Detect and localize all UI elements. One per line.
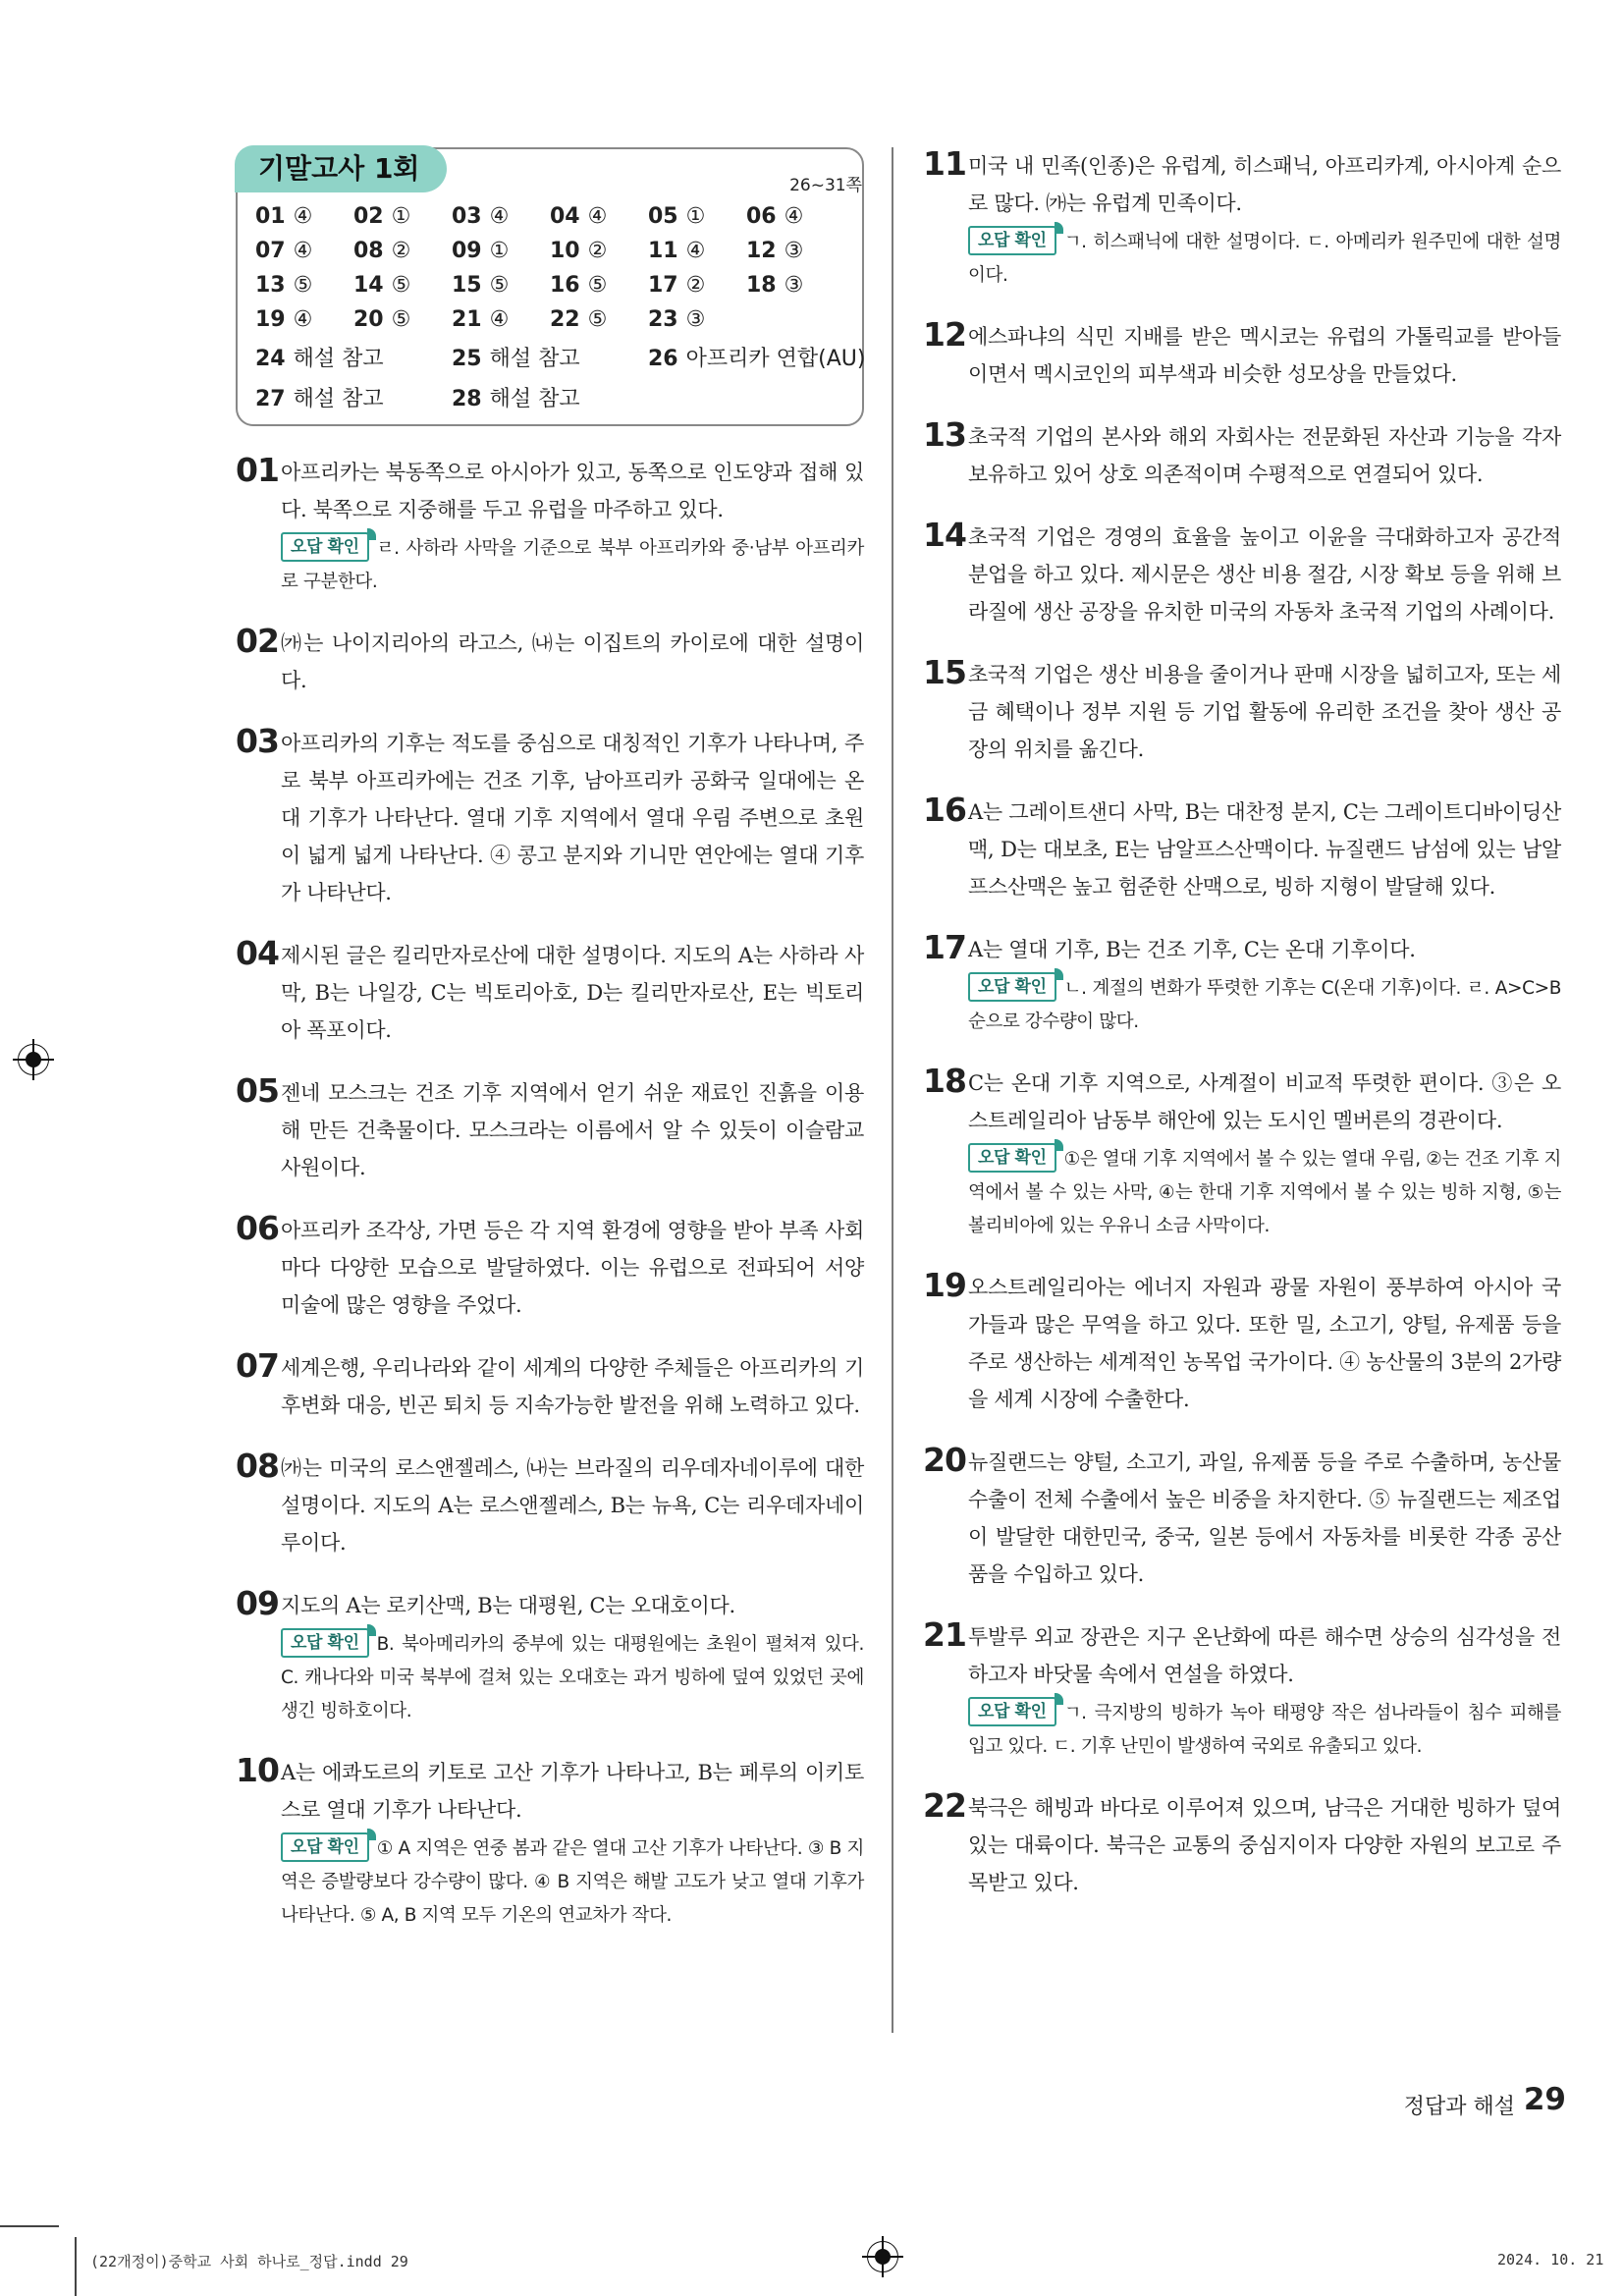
question-number: 01	[236, 451, 279, 489]
answer-text: 해설 참고	[293, 387, 384, 411]
question-number: 12	[923, 315, 966, 354]
explanation-text: 아프리카의 기후는 적도를 중심으로 대칭적인 기후가 나타나며, 주로 북부 아프리카에는 건조 기후, 남아프리카 공화국 일대에는 온대 기후가 나타난다. 열대 기후 지역에서 열대 우림 주변으로 초원이 넓게 넓게 나타난다. ④ 콩고 분지와 기니만 연안에는 열대 기후가 나타난다.	[281, 732, 864, 904]
column-divider	[892, 147, 893, 2033]
left-column	[236, 147, 864, 1958]
question-number: 14	[923, 516, 966, 554]
explanation-text: 젠네 모스크는 건조 기후 지역에서 얻기 쉬운 재료인 진흙을 이용해 만든 건축물이다. 모스크라는 이름에서 알 수 있듯이 이슬람교 사원이다.	[281, 1081, 864, 1179]
question-number: 05	[236, 1071, 279, 1110]
answer-cell	[255, 382, 452, 412]
question-body	[281, 1754, 864, 1933]
answer-cell	[353, 273, 452, 298]
question-item	[236, 1346, 864, 1424]
question-item	[236, 1751, 864, 1933]
answer-number: 20	[353, 307, 384, 332]
question-item	[923, 1615, 1561, 1764]
explanation-text: 뉴질랜드는 양털, 소고기, 과일, 유제품 등을 주로 수출하며, 농산물 수출이 전체 수출에서 높은 비중을 차지한다. ⑤ 뉴질랜드는 제조업이 발달한 대한민국, 중국, 일본 등에서 자동차를 비롯한 각종 공산품을 수입하고 있다.	[968, 1450, 1561, 1586]
question-body	[281, 1212, 864, 1324]
answer-cell	[255, 204, 353, 229]
answer-number: 07	[255, 239, 286, 263]
answer-choice: ⑤	[587, 307, 608, 332]
answer-cell	[452, 342, 648, 372]
slug-date: 2024. 10. 21	[1497, 2251, 1604, 2269]
answer-cell	[255, 273, 353, 298]
question-item	[236, 1209, 864, 1324]
answer-text: 해설 참고	[489, 387, 580, 411]
explanation-text: 미국 내 민족(인종)은 유럽계, 히스패닉, 아프리카계, 아시아계 순으로 많다. ㈎는 유럽계 민족이다.	[968, 154, 1561, 215]
wrong-answer-text: ① A 지역은 연중 봄과 같은 열대 고산 기후가 나타난다. ③ B 지역은 증발량보다 강수량이 많다. ④ B 지역은 해발 고도가 낮고 열대 기후가 나타난다. ⑤ A, B 지역 모두 기온의 연교차가 작다.	[281, 1838, 864, 1926]
answer-number: 23	[648, 307, 678, 332]
explanation-text: ㈎는 나이지리아의 라고스, ㈏는 이집트의 카이로에 대한 설명이다.	[281, 631, 864, 692]
question-item	[923, 1062, 1561, 1243]
question-body	[281, 725, 864, 911]
answer-choice: ④	[293, 204, 313, 229]
answer-number: 27	[255, 387, 286, 411]
question-item	[236, 451, 864, 599]
answer-choice: ①	[685, 204, 706, 229]
question-body	[968, 519, 1561, 630]
wrong-answer-note	[968, 972, 1561, 1039]
crop-mark	[75, 2237, 77, 2296]
answer-choice: ②	[587, 239, 608, 263]
answer-number: 14	[353, 273, 384, 298]
answer-choice: ③	[685, 307, 706, 332]
answer-text: 해설 참고	[293, 347, 384, 371]
explanation-text: A는 열대 기후, B는 건조 기후, C는 온대 기후이다.	[968, 938, 1416, 961]
wrong-answer-tag: 오답 확인	[968, 226, 1056, 255]
answer-cell	[452, 239, 550, 263]
question-item	[236, 934, 864, 1049]
question-item	[236, 622, 864, 699]
question-number: 17	[923, 928, 966, 966]
question-item	[923, 1786, 1561, 1901]
answer-choice: ④	[685, 239, 706, 263]
answer-cell	[550, 307, 648, 332]
answer-choice: ②	[391, 239, 411, 263]
explanation-text: 에스파냐의 식민 지배를 받은 멕시코는 유럽의 가톨릭교를 받아들이면서 멕시코인의 피부색과 비슷한 성모상을 만들었다.	[968, 325, 1561, 386]
question-item	[923, 793, 1561, 905]
wrong-answer-text: ㄹ. 사하라 사막을 기준으로 북부 아프리카와 중·남부 아프리카로 구분한다.	[281, 538, 864, 592]
answer-cell	[452, 273, 550, 298]
answer-cell	[746, 204, 844, 229]
explanation-text: 초국적 기업의 본사와 해외 자회사는 전문화된 자산과 기능을 각자 보유하고 있어 상호 의존적이며 수평적으로 연결되어 있다.	[968, 425, 1561, 486]
wrong-answer-note	[281, 532, 864, 599]
answer-number: 09	[452, 239, 482, 263]
answer-number: 21	[452, 307, 482, 332]
answer-choice: ④	[489, 307, 510, 332]
answer-cell	[550, 239, 648, 263]
answer-number: 06	[746, 204, 777, 229]
answer-choice: ③	[784, 273, 804, 298]
question-body	[968, 793, 1561, 905]
question-number: 03	[236, 722, 279, 760]
answer-number: 11	[648, 239, 678, 263]
wrong-answer-note	[281, 1832, 864, 1933]
answer-number: 04	[550, 204, 580, 229]
answer-cell	[452, 382, 648, 412]
question-item	[236, 1584, 864, 1728]
answer-number: 26	[648, 347, 678, 371]
wrong-answer-tag: 오답 확인	[281, 532, 369, 562]
answer-number: 02	[353, 204, 384, 229]
question-body	[281, 625, 864, 699]
explanation-text: A는 에콰도르의 키토로 고산 기후가 나타나고, B는 페루의 이키토스로 열대 기후가 나타난다.	[281, 1761, 864, 1822]
question-number: 18	[923, 1062, 966, 1100]
answer-choice: ④	[293, 307, 313, 332]
answer-cell	[353, 239, 452, 263]
explanation-text: 지도의 A는 로키산맥, B는 대평원, C는 오대호이다.	[281, 1594, 735, 1617]
answer-choice: ①	[391, 204, 411, 229]
answer-number: 24	[255, 347, 286, 371]
page-number: 29	[1523, 2082, 1566, 2117]
answer-number: 15	[452, 273, 482, 298]
question-number: 11	[923, 144, 966, 183]
answer-number: 05	[648, 204, 678, 229]
answer-choice: ①	[489, 239, 510, 263]
question-body	[968, 1444, 1561, 1593]
question-number: 15	[923, 653, 966, 691]
wrong-answer-tag: 오답 확인	[968, 972, 1056, 1002]
answer-cell	[746, 273, 844, 298]
answer-cell	[550, 204, 648, 229]
answer-number: 01	[255, 204, 286, 229]
answer-choice: ④	[489, 204, 510, 229]
question-body	[281, 1449, 864, 1561]
question-body	[281, 1074, 864, 1186]
question-item	[923, 1441, 1561, 1593]
answer-number: 03	[452, 204, 482, 229]
question-item	[923, 1266, 1561, 1418]
answer-cell	[648, 273, 746, 298]
wrong-answer-note	[968, 1697, 1561, 1764]
question-item	[923, 415, 1561, 493]
answer-cell	[648, 239, 746, 263]
answer-cell	[353, 307, 452, 332]
answer-cell	[452, 307, 550, 332]
answer-choice: ⑤	[391, 273, 411, 298]
answer-box-title: 기말고사 1회	[235, 145, 447, 192]
question-item	[923, 653, 1561, 768]
answer-cell	[648, 204, 746, 229]
answer-number: 10	[550, 239, 580, 263]
answer-choice: ⑤	[391, 307, 411, 332]
wrong-answer-note	[281, 1628, 864, 1728]
wrong-answer-text: ㄱ. 히스패닉에 대한 설명이다. ㄷ. 아메리카 원주민에 대한 설명이다.	[968, 232, 1561, 286]
explanation-text: 제시된 글은 킬리만자로산에 대한 설명이다. 지도의 A는 사하라 사막, B는 나일강, C는 빅토리아호, D는 킬리만자로산, E는 빅토리아 폭포이다.	[281, 944, 864, 1042]
explanation-text: 아프리카는 북동쪽으로 아시아가 있고, 동쪽으로 인도양과 접해 있다. 북쪽으로 지중해를 두고 유럽을 마주하고 있다.	[281, 461, 864, 521]
question-item	[923, 144, 1561, 293]
answer-choice: ②	[685, 273, 706, 298]
wrong-answer-note	[968, 1143, 1561, 1243]
answer-number: 17	[648, 273, 678, 298]
question-body	[281, 454, 864, 599]
explanation-text: 아프리카 조각상, 가면 등은 각 지역 환경에 영향을 받아 부족 사회마다 다양한 모습으로 발달하였다. 이는 유럽으로 전파되어 서양 미술에 많은 영향을 주었다.	[281, 1219, 864, 1317]
answer-choice: ④	[784, 204, 804, 229]
question-body	[281, 1587, 864, 1728]
answer-choice: ④	[587, 204, 608, 229]
answer-grid-wide	[255, 342, 866, 412]
answer-number: 16	[550, 273, 580, 298]
question-number: 13	[923, 415, 966, 454]
explanation-text: 투발루 외교 장관은 지구 온난화에 따른 해수면 상승의 심각성을 전하고자 바닷물 속에서 연설을 하였다.	[968, 1625, 1561, 1686]
wrong-answer-text: ㄴ. 계절의 변화가 뚜렷한 기후는 C(온대 기후)이다. ㄹ. A>C>B 순으로 강수량이 많다.	[968, 978, 1561, 1032]
answer-choice: ③	[784, 239, 804, 263]
question-body	[968, 656, 1561, 768]
left-question-list	[236, 451, 864, 1933]
answer-number: 08	[353, 239, 384, 263]
answer-choice: ⑤	[587, 273, 608, 298]
question-body	[968, 318, 1561, 393]
answer-number: 19	[255, 307, 286, 332]
question-item	[236, 722, 864, 911]
question-number: 16	[923, 791, 966, 829]
answer-box-pages: 26~31쪽	[789, 176, 862, 195]
registration-mark-icon	[18, 1044, 49, 1075]
answer-number: 22	[550, 307, 580, 332]
question-item	[923, 928, 1561, 1039]
explanation-text: A는 그레이트샌디 사막, B는 대찬정 분지, C는 그레이트디바이딩산맥, D는 대보초, E는 남알프스산맥이다. 뉴질랜드 남섬에 있는 남알프스산맥은 높고 험준한 산맥으로, 빙하 지형이 발달해 있다.	[968, 800, 1561, 899]
question-body	[968, 1269, 1561, 1418]
question-body	[968, 1789, 1561, 1901]
question-item	[923, 516, 1561, 630]
wrong-answer-tag: 오답 확인	[968, 1143, 1056, 1173]
answer-cell	[550, 273, 648, 298]
answer-number: 28	[452, 387, 482, 411]
question-number: 06	[236, 1209, 279, 1247]
answer-text: 해설 참고	[489, 347, 580, 371]
slug-filename: (22개정이)중학교 사회 하나로_정답.indd 29	[90, 2253, 408, 2270]
answer-choice: ⑤	[489, 273, 510, 298]
answer-choice: ④	[293, 239, 313, 263]
question-body	[968, 1065, 1561, 1243]
question-number: 04	[236, 934, 279, 972]
answer-cell	[353, 204, 452, 229]
crop-mark	[0, 2225, 59, 2227]
explanation-text: C는 온대 기후 지역으로, 사계절이 비교적 뚜렷한 편이다. ③은 오스트레일리아 남동부 해안에 있는 도시인 멜버른의 경관이다.	[968, 1071, 1561, 1132]
answer-cell	[255, 342, 452, 372]
answer-text: 아프리카 연합(AU)	[685, 347, 866, 371]
answer-cell	[452, 204, 550, 229]
answer-cell	[648, 342, 884, 372]
wrong-answer-tag: 오답 확인	[281, 1832, 369, 1862]
explanation-text: 초국적 기업은 생산 비용을 줄이거나 판매 시장을 넓히고자, 또는 세금 혜택이나 정부 지원 등 기업 활동에 유리한 조건을 찾아 생산 공장의 위치를 옮긴다.	[968, 663, 1561, 761]
question-number: 21	[923, 1615, 966, 1654]
question-item	[923, 315, 1561, 393]
explanation-text: ㈎는 미국의 로스앤젤레스, ㈏는 브라질의 리우데자네이루에 대한 설명이다. 지도의 A는 로스앤젤레스, B는 뉴욕, C는 리우데자네이루이다.	[281, 1456, 864, 1555]
answer-box	[236, 147, 864, 426]
question-number: 07	[236, 1346, 279, 1385]
question-number: 08	[236, 1447, 279, 1485]
answer-cell	[746, 239, 844, 263]
answer-number: 18	[746, 273, 777, 298]
question-number: 09	[236, 1584, 279, 1622]
question-body	[968, 147, 1561, 293]
answer-cell	[255, 239, 353, 263]
question-item	[236, 1071, 864, 1186]
question-body	[281, 937, 864, 1049]
answer-number: 13	[255, 273, 286, 298]
wrong-answer-text: ㄱ. 극지방의 빙하가 녹아 태평양 작은 섬나라들이 침수 피해를 입고 있다. ㄷ. 기후 난민이 발생하여 국외로 유출되고 있다.	[968, 1703, 1561, 1757]
explanation-text: 초국적 기업은 경영의 효율을 높이고 이윤을 극대화하고자 공간적 분업을 하고 있다. 제시문은 생산 비용 절감, 시장 확보 등을 위해 브라질에 생산 공장을 유치한 미국의 자동차 초국적 기업의 사례이다.	[968, 525, 1561, 624]
right-question-list	[923, 144, 1561, 1901]
answer-cell	[648, 307, 746, 332]
explanation-text: 북극은 해빙과 바다로 이루어져 있으며, 남극은 거대한 빙하가 덮여 있는 대륙이다. 북극은 교통의 중심지이자 다양한 자원의 보고로 주목받고 있다.	[968, 1796, 1561, 1894]
answer-number: 12	[746, 239, 777, 263]
wrong-answer-text: ①은 열대 기후 지역에서 볼 수 있는 열대 우림, ②는 건조 기후 지역에서 볼 수 있는 사막, ④는 한대 기후 지역에서 볼 수 있는 빙하 지형, ⑤는 볼리비아에 있는 우유니 소금 사막이다.	[968, 1149, 1561, 1236]
question-body	[968, 931, 1561, 1039]
wrong-answer-tag: 오답 확인	[968, 1697, 1056, 1726]
wrong-answer-note	[968, 226, 1561, 293]
footer-label: 정답과 해설	[1403, 2095, 1515, 2119]
question-body	[281, 1349, 864, 1424]
question-number: 02	[236, 622, 279, 660]
wrong-answer-tag: 오답 확인	[281, 1628, 369, 1658]
question-number: 19	[923, 1266, 966, 1304]
question-item	[236, 1449, 864, 1561]
question-body	[968, 1618, 1561, 1764]
wrong-answer-text: B. 북아메리카의 중부에 있는 대평원에는 초원이 펼쳐져 있다. C. 캐나다와 미국 북부에 걸쳐 있는 오대호는 과거 빙하에 덮여 있었던 곳에 생긴 빙하호이다.	[281, 1634, 864, 1722]
question-number: 10	[236, 1751, 279, 1789]
question-number: 20	[923, 1441, 966, 1479]
registration-mark-icon	[867, 2241, 898, 2272]
answer-cell	[255, 307, 353, 332]
answer-number: 25	[452, 347, 482, 371]
answer-choice: ⑤	[293, 273, 313, 298]
explanation-text: 오스트레일리아는 에너지 자원과 광물 자원이 풍부하여 아시아 국가들과 많은 무역을 하고 있다. 또한 밀, 소고기, 양털, 유제품 등을 주로 생산하는 세계적인 농목업 국가이다. ④ 농산물의 3분의 2가량을 세계 시장에 수출한다.	[968, 1276, 1561, 1411]
answer-grid	[255, 204, 844, 332]
right-column	[923, 144, 1561, 1927]
explanation-text: 세계은행, 우리나라와 같이 세계의 다양한 주체들은 아프리카의 기후변화 대응, 빈곤 퇴치 등 지속가능한 발전을 위해 노력하고 있다.	[281, 1356, 864, 1417]
question-body	[968, 418, 1561, 493]
question-number: 22	[923, 1786, 966, 1825]
